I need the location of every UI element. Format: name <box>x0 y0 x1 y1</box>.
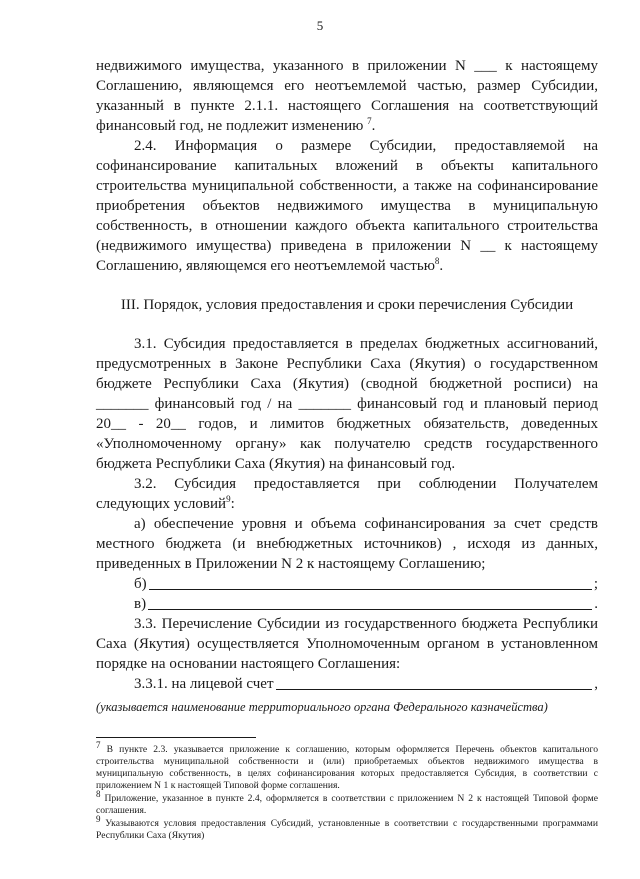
footnote-ref-8: 8 <box>434 256 440 266</box>
paragraph-3-2: 3.2. Субсидия предоставляется при соблюдении Получателем следующих условий$^9$: <box>96 476 598 512</box>
condition-c-blank[interactable] <box>148 608 592 610</box>
condition-c-label: в) <box>134 596 147 612</box>
footnote-ref-9: 9 <box>226 494 231 504</box>
account-label: 3.3.1. на лицевой счет <box>134 676 274 692</box>
paragraph-3-3: 3.3. Перечисление Субсидии из государственного бюджета Республики Саха (Якутия) осуществляется Уполномоченным органом в установленном порядке на основании настоящего Соглашения: <box>96 616 598 672</box>
footnote-8: $^8$ Приложение, указанное в пункте 2.4, оформляется в соответствии с приложением N 2 к настоящей Типовой форме соглашения. <box>96 788 598 816</box>
paragraph-3-1: 3.1. Субсидия предоставляется в пределах бюджетных ассигнований, предусмотренных в Законе Республики Саха (Якутия) о государственном бюджете Республики Саха (Якутия) (сводной бюджетной росписи) на _______ финансовый год / на _______ финансовый год и плановый период 20__ - 20__ годов, и лимитов бюджетных обязательств, доведенных «Уполномоченному органу» как получателю средств государственного бюджета Республики Саха (Якутия) на финансовый год. <box>96 336 598 472</box>
condition-c-line: в) . <box>134 596 598 612</box>
footnote-9: $^9$ Указываются условия предоставления Субсидий, установленные в соответствии с государственными программами Республики Саха (Якутия) <box>96 813 598 841</box>
page-number: 5 <box>316 18 324 33</box>
section-heading: III. Порядок, условия предоставления и сроки перечисления Субсидии <box>120 297 574 313</box>
footnote-ref-7: 7 <box>367 116 372 126</box>
account-blank[interactable] <box>276 688 593 690</box>
paragraph-2-3-continuation: недвижимого имущества, указанного в приложении N ___ к настоящему Соглашению, являющемся его неотъемлемой частью, размер Субсидии, указанный в пункте 2.1.1. настоящего Соглашения на соответствующий финансовый год, не подлежит изменению $^7$. <box>96 58 598 134</box>
account-note: (указывается наименование территориального органа Федерального казначейства) <box>96 700 548 714</box>
account-line: 3.3.1. на лицевой счет , <box>134 676 598 692</box>
condition-b-label: б) <box>134 576 147 592</box>
footnote-7: $^7$ В пункте 2.3. указывается приложение к соглашению, которым оформляется Перечень объектов капитального строительства муниципальной собственности и (или) приобретаемых объектов недвижимого имущества в муниципальную собственность, в целях софинансирования которых предоставляется Субсидия, в соответствии с приложением N 1 к настоящей Типовой форме соглашения. <box>96 739 598 791</box>
condition-b-line: б) ; <box>134 576 598 592</box>
condition-a: а) обеспечение уровня и объема софинансирования за счет средств местного бюджета (и внебюджетных источников) , исходя из данных, приведенных в Приложении N 2 к настоящему Соглашению; <box>96 516 598 572</box>
document-body <box>96 56 598 843</box>
paragraph-2-4: 2.4. Информация о размере Субсидии, предоставляемой на софинансирование капитальных вложений в объекты капитального строительства муниципальной собственности, а также на софинансирование приобретения объектов недвижимого имущества в муниципальную собственность, в отношении каждого объекта капитального строительства (недвижимого имущества) приведена в приложении N __ к настоящему Соглашению, являющемся его неотъемлемой частью$^8$. <box>96 138 598 274</box>
condition-b-blank[interactable] <box>149 588 592 590</box>
footnote-separator <box>96 737 256 738</box>
